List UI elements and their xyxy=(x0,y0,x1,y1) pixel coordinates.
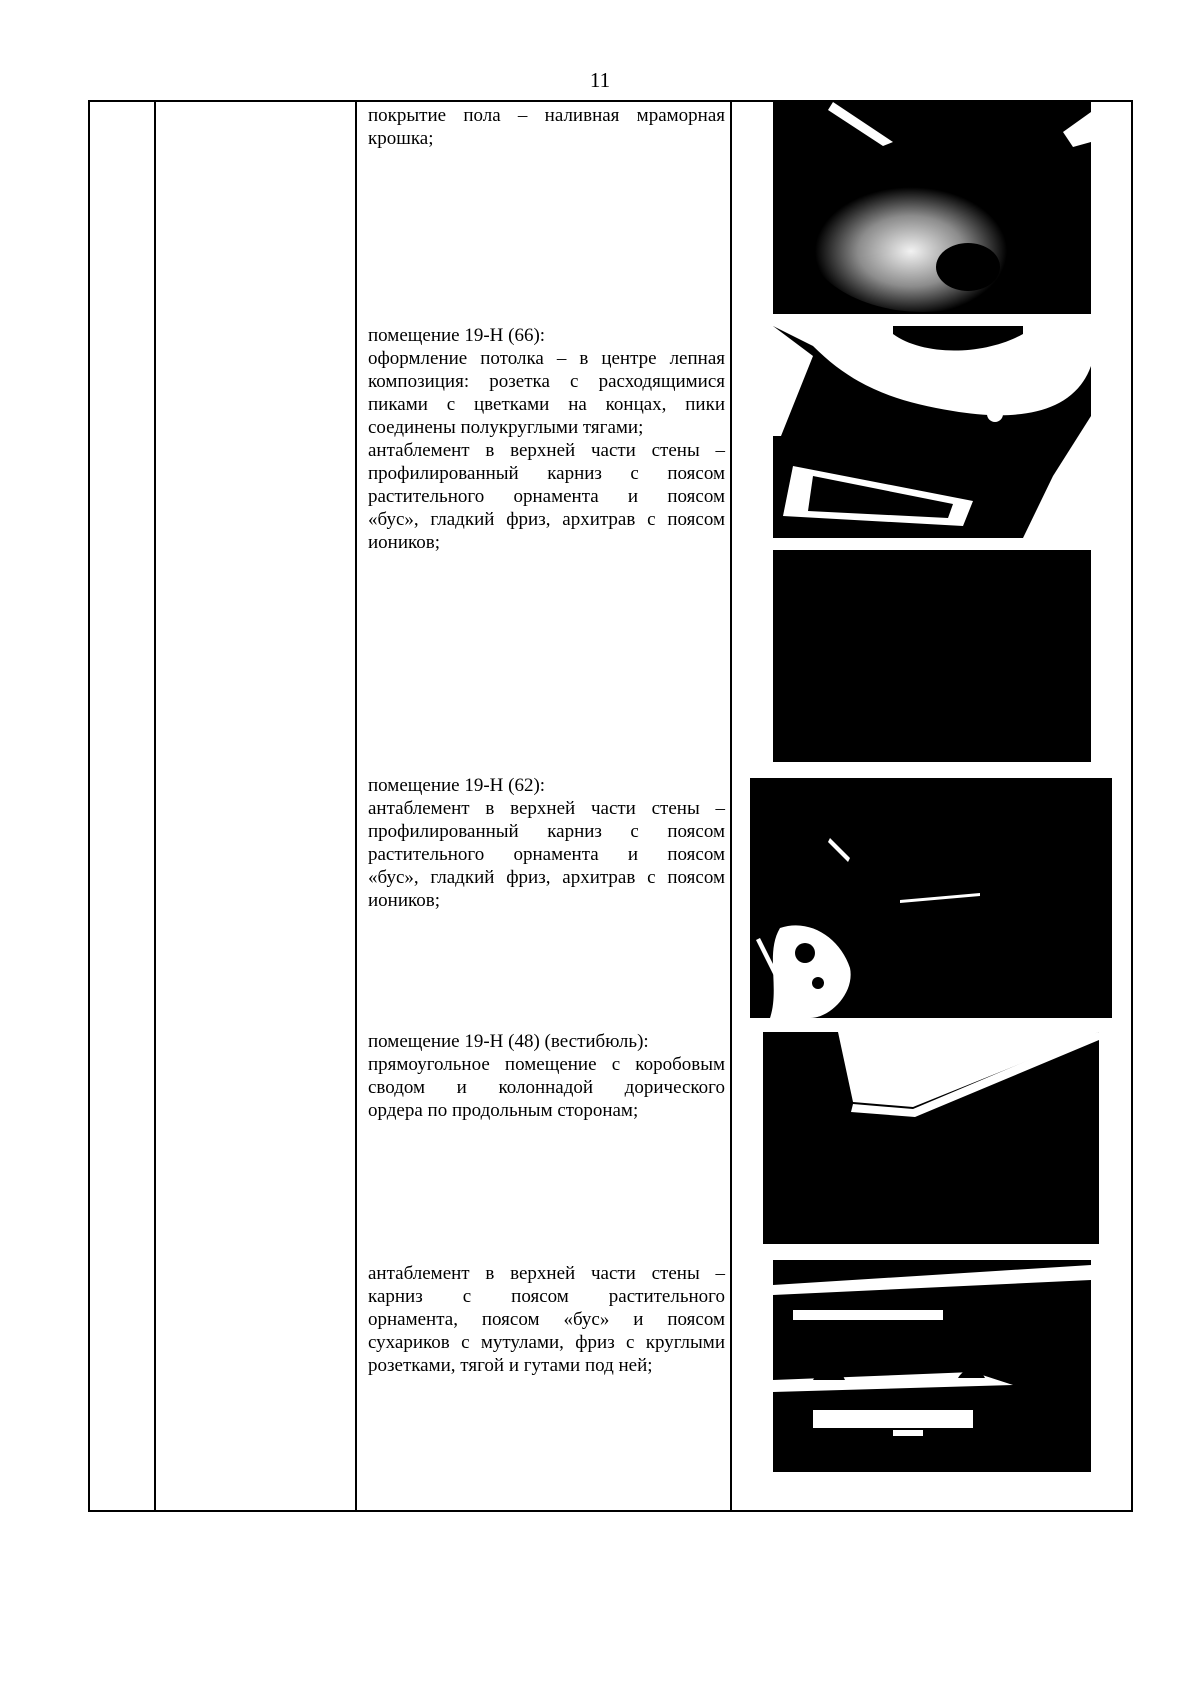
text-line: крошка; xyxy=(368,128,434,149)
text-line: композиция: розетка с расходящимися xyxy=(368,371,725,392)
table xyxy=(88,100,1133,1512)
text-line: соединены полукруглыми тягами; xyxy=(368,417,644,438)
photo-ceiling-rosette xyxy=(773,326,1091,538)
description-entablature xyxy=(368,1262,725,1377)
text-line: растительного орнамента и поясом xyxy=(368,844,725,865)
text-line: пиками с цветками на концах, пики xyxy=(368,394,725,415)
text-line: профилированный карниз с поясом xyxy=(368,821,725,842)
text-line: антаблемент в верхней части стены – xyxy=(368,798,725,819)
description-floor xyxy=(368,104,725,150)
text-line: профилированный карниз с поясом xyxy=(368,463,725,484)
description-room-66 xyxy=(368,324,725,554)
text-line: покрытие пола – наливная мраморная xyxy=(368,105,725,126)
text-line: орнамента, поясом «бус» и поясом xyxy=(368,1309,725,1330)
column-divider-1 xyxy=(154,102,156,1510)
text-line: карниз с поясом растительного xyxy=(368,1286,725,1307)
text-line: помещение 19-Н (66): xyxy=(368,325,546,346)
text-line: антаблемент в верхней части стены – xyxy=(368,440,725,461)
text-line: сводом и колоннадой дорического xyxy=(368,1077,725,1098)
photo-vestibule xyxy=(763,1032,1099,1244)
text-line: оформление потолка – в центре лепная xyxy=(368,348,725,369)
photo-cornice-dark xyxy=(773,550,1091,762)
column-divider-2 xyxy=(355,102,357,1510)
text-line: «бус», гладкий фриз, архитрав с поясом xyxy=(368,867,725,888)
text-line: помещение 19-Н (48) (вестибюль): xyxy=(368,1031,649,1052)
photo-entablature-cornice xyxy=(773,1260,1091,1472)
text-line: прямоугольное помещение с коробовым xyxy=(368,1054,725,1075)
column-divider-3 xyxy=(730,102,732,1510)
text-line: помещение 19-Н (62): xyxy=(368,775,546,796)
photo-floor-marble xyxy=(773,102,1091,314)
text-line: антаблемент в верхней части стены – xyxy=(368,1263,725,1284)
text-line: «бус», гладкий фриз, архитрав с поясом xyxy=(368,509,725,530)
description-room-62 xyxy=(368,774,725,912)
text-line: розетками, тягой и гутами под ней; xyxy=(368,1355,653,1376)
description-column xyxy=(368,102,725,1510)
description-room-48 xyxy=(368,1030,725,1122)
text-line: ордера по продольным сторонам; xyxy=(368,1100,639,1121)
page-number: 11 xyxy=(589,68,611,92)
photo-room-62 xyxy=(750,778,1112,1018)
text-line: иоников; xyxy=(368,890,441,911)
text-line: иоников; xyxy=(368,532,441,553)
text-line: сухариков с мутулами, фриз с круглыми xyxy=(368,1332,725,1353)
text-line: растительного орнамента и поясом xyxy=(368,486,725,507)
